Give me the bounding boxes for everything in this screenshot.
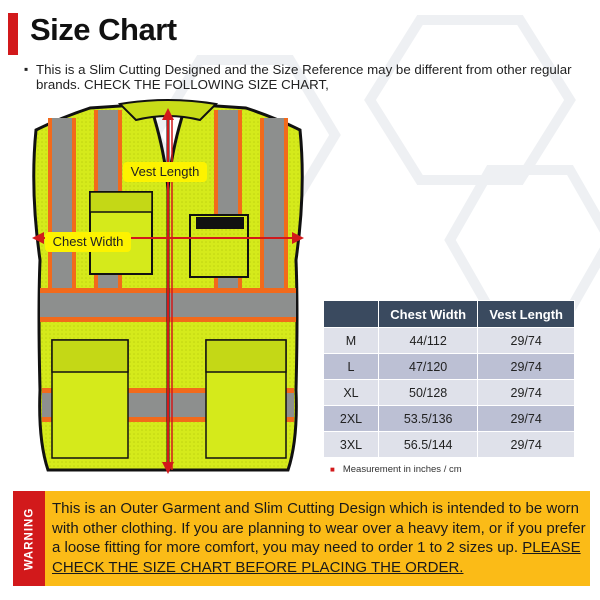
length-cell: 29/74	[478, 406, 575, 432]
length-cell: 29/74	[478, 328, 575, 354]
size-cell: 2XL	[324, 406, 379, 432]
table-row	[324, 432, 575, 458]
size-cell: XL	[324, 380, 379, 406]
chest-width-label: Chest Width	[45, 232, 131, 252]
size-note-text: This is a Slim Cutting Designed and the Size Reference may be different from other regular brands. CHECK THE FOLLOWING SIZE CHART,	[36, 62, 572, 92]
size-cell: M	[324, 328, 379, 354]
chest-cell: 44/112	[379, 328, 478, 354]
warning-emphasis: PLEASE CHECK THE SIZE CHART BEFORE PLACING THE ORDER.	[52, 539, 581, 576]
warning-body: This is an Outer Garment and Slim Cutting Design which is intended to be worn with other clothing. If you are planning to wear over a heavy item, or if you prefer a loose fitting for more comfort, you may need to order 1 to 2 sizes up.	[52, 500, 586, 556]
chest-cell: 47/120	[379, 354, 478, 380]
bullet-icon: ▪	[24, 62, 29, 76]
bullet-icon: ■	[330, 465, 335, 474]
warning-text	[52, 499, 587, 577]
warning-label	[13, 491, 45, 586]
chest-cell: 56.5/144	[379, 432, 478, 458]
length-cell: 29/74	[478, 380, 575, 406]
table-row	[324, 380, 575, 406]
length-cell: 29/74	[478, 432, 575, 458]
measurement-footnote	[330, 464, 462, 475]
size-table	[323, 300, 575, 458]
vest-length-column-header: Vest Length	[478, 301, 575, 328]
chest-cell: 50/128	[379, 380, 478, 406]
size-cell: 3XL	[324, 432, 379, 458]
vest-length-label: Vest Length	[123, 162, 207, 182]
page-title: Size Chart	[30, 12, 177, 47]
table-row	[324, 354, 575, 380]
measurement-footnote-text: Measurement in inches / cm	[342, 464, 462, 475]
table-row	[324, 328, 575, 354]
size-table-header	[324, 301, 575, 328]
length-cell: 29/74	[478, 354, 575, 380]
chest-width-column-header: Chest Width	[379, 301, 478, 328]
table-row	[324, 406, 575, 432]
size-cell: L	[324, 354, 379, 380]
warning-label-text: WARNING	[23, 507, 35, 570]
chest-cell: 53.5/136	[379, 406, 478, 432]
size-column-header	[324, 301, 379, 328]
